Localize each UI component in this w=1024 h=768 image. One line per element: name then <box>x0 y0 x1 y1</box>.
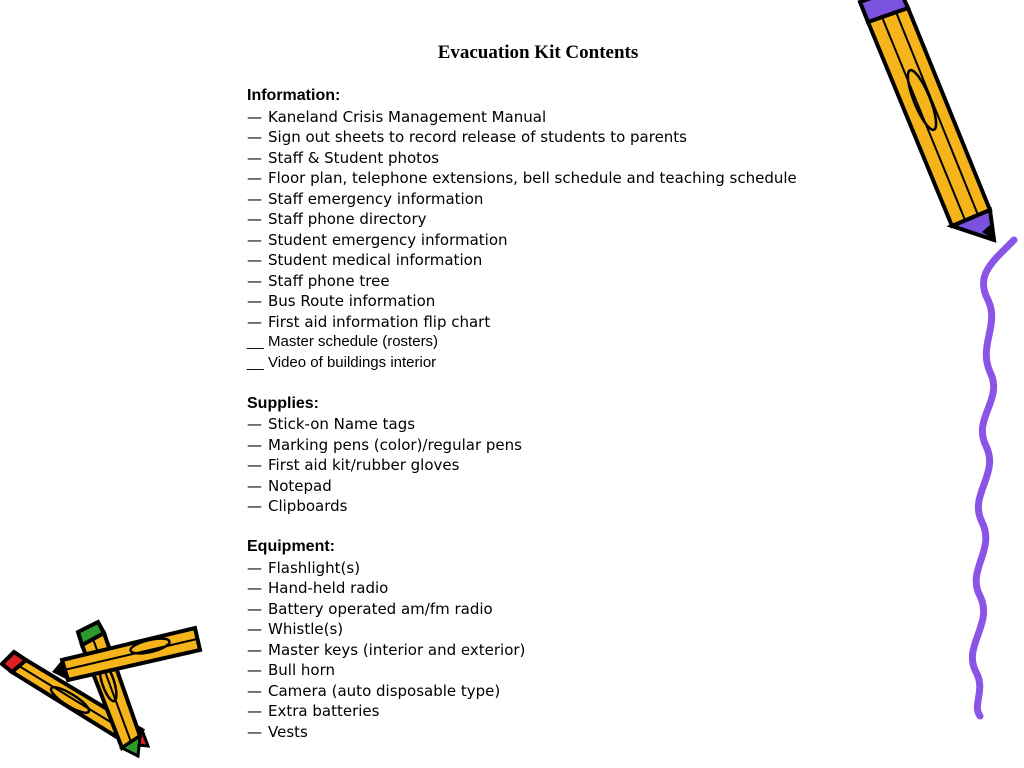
list-item <box>247 435 847 456</box>
list-item <box>247 640 847 661</box>
list-marker: — <box>247 722 262 741</box>
list-item <box>247 476 847 497</box>
list-item <box>247 148 847 169</box>
list-marker: — <box>247 702 262 720</box>
list-marker: — <box>247 599 262 618</box>
list-marker: — <box>247 128 262 146</box>
list-item <box>247 332 847 353</box>
list-item-text: Whistle(s) <box>268 620 344 638</box>
list-marker: — <box>247 661 262 679</box>
list-item-text: Flashlight(s) <box>268 558 361 577</box>
list-marker: — <box>247 497 262 515</box>
list-marker: — <box>247 681 262 700</box>
list-item <box>247 722 847 743</box>
list-marker: — <box>247 435 262 454</box>
list-item <box>247 496 847 517</box>
list-item <box>247 599 847 620</box>
list-item-text: Master keys (interior and exterior) <box>268 640 526 659</box>
list-item <box>247 619 847 640</box>
section-information <box>247 86 847 373</box>
list-item-text: Notepad <box>268 476 332 495</box>
list-item <box>247 701 847 722</box>
list-marker: __ <box>247 333 264 350</box>
list-marker: — <box>247 292 262 310</box>
list-marker: — <box>247 558 262 577</box>
squiggle-line-decoration <box>972 240 1014 716</box>
list-item-text: Camera (auto disposable type) <box>268 681 501 700</box>
list-marker: — <box>247 312 262 331</box>
list-item-text: Floor plan, telephone extensions, bell schedule and teaching schedule <box>268 169 797 187</box>
list-item <box>247 250 847 271</box>
list-item-text: First aid information flip chart <box>268 312 491 331</box>
list-item-text: Student medical information <box>268 251 483 269</box>
list-marker: __ <box>247 353 264 371</box>
list-item-text: Marking pens (color)/regular pens <box>268 435 522 454</box>
list-marker: — <box>247 476 262 495</box>
list-marker: — <box>247 230 262 249</box>
list-item-text: Student emergency information <box>268 230 508 249</box>
list-marker: — <box>247 189 262 208</box>
list-item-text: Vests <box>268 722 308 741</box>
section-heading: Supplies: <box>247 394 320 412</box>
section-heading: Information: <box>247 87 341 104</box>
list-item <box>247 230 847 251</box>
section-supplies <box>247 394 847 517</box>
list-item-text: Staff emergency information <box>268 189 484 208</box>
pencil-icon-large <box>860 0 994 240</box>
list-item-text: Hand-held radio <box>268 579 389 597</box>
list-item <box>247 681 847 702</box>
section-heading: Equipment: <box>247 538 335 555</box>
list-item <box>247 455 847 476</box>
list-item-text: Staff & Student photos <box>268 148 440 167</box>
list-item <box>247 209 847 230</box>
list-item-text: Stick-on Name tags <box>268 415 416 433</box>
list-item <box>247 291 847 312</box>
list-marker: — <box>247 210 262 228</box>
list-item-text: Master schedule (rosters) <box>268 333 439 350</box>
list-marker: — <box>247 107 262 126</box>
list-item-text: Staff phone directory <box>268 210 427 228</box>
list-item-text: Video of buildings interior <box>268 353 437 371</box>
list-item <box>247 127 847 148</box>
list-item <box>247 107 847 128</box>
list-item <box>247 168 847 189</box>
list-item-text: Bus Route information <box>268 292 436 310</box>
list-marker: — <box>247 251 262 269</box>
list-item <box>247 578 847 599</box>
list-item <box>247 660 847 681</box>
list-item <box>247 353 847 374</box>
page-title: Evacuation Kit Contents <box>437 42 639 63</box>
list-item-text: First aid kit/rubber gloves <box>268 456 460 474</box>
list-item-text: Clipboards <box>268 497 348 515</box>
list-item-text: Battery operated am/fm radio <box>268 599 493 618</box>
list-marker: — <box>247 169 262 187</box>
list-item <box>247 312 847 333</box>
list-item-text: Bull horn <box>268 661 335 679</box>
list-item-text: Staff phone tree <box>268 271 390 290</box>
list-marker: — <box>247 620 262 638</box>
list-item <box>247 189 847 210</box>
list-item-text: Extra batteries <box>268 702 380 720</box>
list-marker: — <box>247 148 262 167</box>
list-item-text: Kaneland Crisis Management Manual <box>268 107 547 126</box>
list-item-text: Sign out sheets to record release of students to parents <box>268 128 687 146</box>
list-item <box>247 414 847 435</box>
list-marker: — <box>247 640 262 659</box>
list-marker: — <box>247 415 262 433</box>
list-item <box>247 558 847 579</box>
kit-contents-list <box>247 86 847 763</box>
pencil-icon-small <box>52 628 200 680</box>
list-marker: — <box>247 579 262 597</box>
section-equipment <box>247 537 847 742</box>
list-marker: — <box>247 456 262 474</box>
list-marker: — <box>247 271 262 290</box>
list-item <box>247 271 847 292</box>
